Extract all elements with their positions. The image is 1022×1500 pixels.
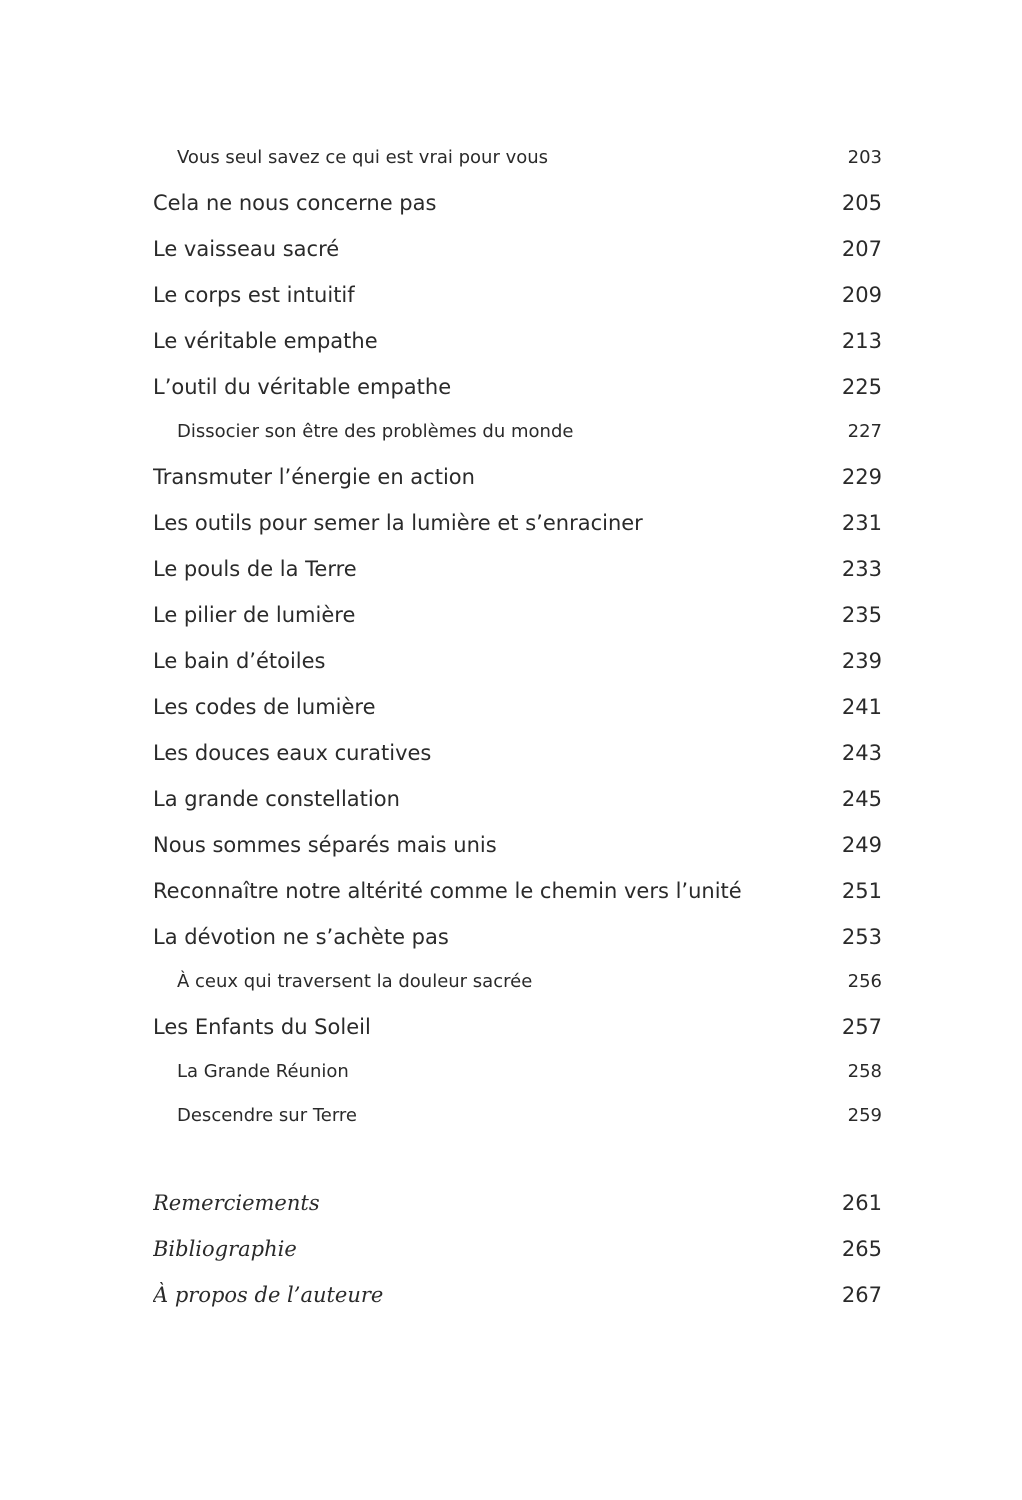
- toc-back-entry[interactable]: [153, 1226, 882, 1272]
- toc-entry-page: 203: [847, 147, 882, 168]
- toc-entry-page: 235: [841, 603, 882, 627]
- toc-entry-page: 239: [841, 649, 882, 673]
- toc-entry-page: 205: [841, 191, 882, 215]
- toc-entry-page: 261: [841, 1191, 882, 1215]
- toc-entry-title: Bibliographie: [153, 1237, 297, 1261]
- toc-entry[interactable]: [153, 822, 882, 868]
- toc-entry-page: 249: [841, 833, 882, 857]
- toc-entry-page: 245: [841, 787, 882, 811]
- toc-entry[interactable]: [153, 868, 882, 914]
- toc-entry-page: 265: [841, 1237, 882, 1261]
- toc-entry[interactable]: [153, 136, 882, 180]
- toc-entry-title: Remerciements: [153, 1191, 320, 1215]
- toc-entry-page: 257: [841, 1015, 882, 1039]
- toc-entry-page: 233: [841, 557, 882, 581]
- toc-back-entry[interactable]: [153, 1180, 882, 1226]
- toc-entry[interactable]: [153, 776, 882, 822]
- toc-entry-page: 209: [841, 283, 882, 307]
- toc-entry-title: À propos de l’auteure: [153, 1283, 384, 1307]
- toc-entry[interactable]: [153, 364, 882, 410]
- toc-entry[interactable]: [153, 410, 882, 454]
- toc-entry[interactable]: [153, 454, 882, 500]
- toc-entry[interactable]: [153, 684, 882, 730]
- toc-entry[interactable]: [153, 960, 882, 1004]
- toc-entry[interactable]: [153, 546, 882, 592]
- toc-entry[interactable]: [153, 914, 882, 960]
- toc-entry-title: Vous seul savez ce qui est vrai pour vous: [177, 147, 549, 168]
- toc-entry-page: 251: [841, 879, 882, 903]
- toc-entry-title: Le vaisseau sacré: [153, 237, 340, 261]
- toc-entry-page: 259: [847, 1105, 882, 1126]
- toc-entry-title: Les douces eaux curatives: [153, 741, 432, 765]
- toc-entry-page: 231: [841, 511, 882, 535]
- toc-entry[interactable]: [153, 272, 882, 318]
- toc-entry-title: Transmuter l’énergie en action: [153, 465, 475, 489]
- toc-entry-title: Reconnaître notre altérité comme le chemin vers l’unité: [153, 879, 742, 903]
- toc-entry-page: 243: [841, 741, 882, 765]
- toc-entry-page: 267: [841, 1283, 882, 1307]
- toc-entry-title: À ceux qui traversent la douleur sacrée: [177, 971, 533, 992]
- toc-entry-page: 253: [841, 925, 882, 949]
- toc-entry-title: Le pouls de la Terre: [153, 557, 357, 581]
- toc-entry-title: Le pilier de lumière: [153, 603, 356, 627]
- toc-entry-title: Descendre sur Terre: [177, 1105, 357, 1126]
- toc-entry-title: Le bain d’étoiles: [153, 649, 326, 673]
- toc-entry-page: 227: [847, 421, 882, 442]
- toc-entry-title: Nous sommes séparés mais unis: [153, 833, 497, 857]
- toc-entry[interactable]: [153, 180, 882, 226]
- table-of-contents: [153, 136, 882, 1318]
- toc-entry-title: L’outil du véritable empathe: [153, 375, 452, 399]
- toc-entry[interactable]: [153, 1004, 882, 1050]
- toc-back-entry[interactable]: [153, 1272, 882, 1318]
- toc-entry-title: Les outils pour semer la lumière et s’enraciner: [153, 511, 643, 535]
- toc-entry[interactable]: [153, 318, 882, 364]
- toc-entry[interactable]: [153, 1094, 882, 1138]
- toc-entry[interactable]: [153, 730, 882, 776]
- toc-entry-page: 225: [841, 375, 882, 399]
- toc-entry[interactable]: [153, 1050, 882, 1094]
- toc-entry[interactable]: [153, 226, 882, 272]
- toc-entry-page: 258: [847, 1061, 882, 1082]
- toc-entry[interactable]: [153, 592, 882, 638]
- toc-entry-page: 213: [841, 329, 882, 353]
- toc-entry[interactable]: [153, 638, 882, 684]
- toc-entry-title: La Grande Réunion: [177, 1061, 349, 1082]
- toc-entry-title: Les codes de lumière: [153, 695, 376, 719]
- toc-entry-page: 241: [841, 695, 882, 719]
- toc-entry-page: 229: [841, 465, 882, 489]
- toc-entry-page: 256: [847, 971, 882, 992]
- toc-entry-title: Dissocier son être des problèmes du monde: [177, 421, 574, 442]
- toc-entry-title: Le corps est intuitif: [153, 283, 355, 307]
- toc-entry-title: La dévotion ne s’achète pas: [153, 925, 449, 949]
- toc-entry-title: Cela ne nous concerne pas: [153, 191, 437, 215]
- toc-entry-title: Les Enfants du Soleil: [153, 1015, 371, 1039]
- toc-entry-page: 207: [841, 237, 882, 261]
- section-gap: [153, 1138, 882, 1180]
- toc-entry-title: La grande constellation: [153, 787, 400, 811]
- toc-entry-title: Le véritable empathe: [153, 329, 378, 353]
- toc-entry[interactable]: [153, 500, 882, 546]
